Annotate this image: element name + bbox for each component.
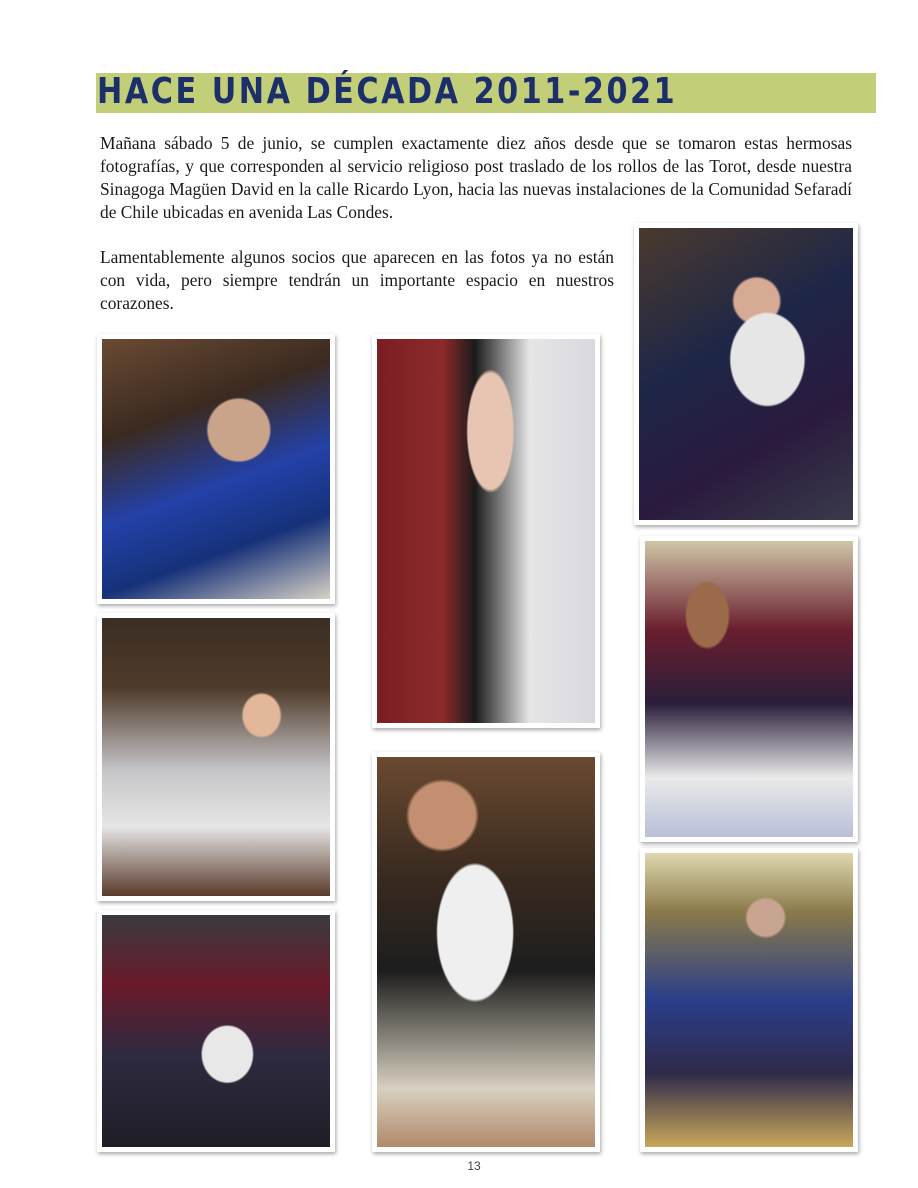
intro-paragraph: Mañana sábado 5 de junio, se cumplen exactamente diez años desde que se tomaron estas hermosas fotografías, y que corresponden al servicio religioso post traslado de los rollos de las Torot, desde nuestra Sinagoga Magüen David en la calle Ricardo Lyon, hacia las nuevas instalaciones de la Comunidad Sefaradí de Chile ubicadas en avenida Las Condes.: [100, 133, 852, 222]
memorial-paragraph: Lamentablemente algunos socios que aparecen en las fotos ya no están con vida, pero siempre tendrán un importante espacio en nuestros corazones.: [100, 247, 614, 313]
photo-elder-holding-torah: [634, 223, 858, 525]
photo-rabbi-with-torah: [97, 334, 335, 604]
page-number: 13: [467, 1159, 481, 1173]
photo-man-with-torah-mantle: [640, 536, 858, 842]
photo-torah-procession: [97, 910, 335, 1152]
photo-procession-crowd: [97, 613, 335, 901]
photo-elder-with-child: [640, 848, 858, 1152]
photo-elder-with-tallit: [372, 334, 600, 728]
photo-man-writing-scroll: [372, 752, 600, 1152]
page-title: HACE UNA DÉCADA 2011-2021: [97, 71, 678, 112]
